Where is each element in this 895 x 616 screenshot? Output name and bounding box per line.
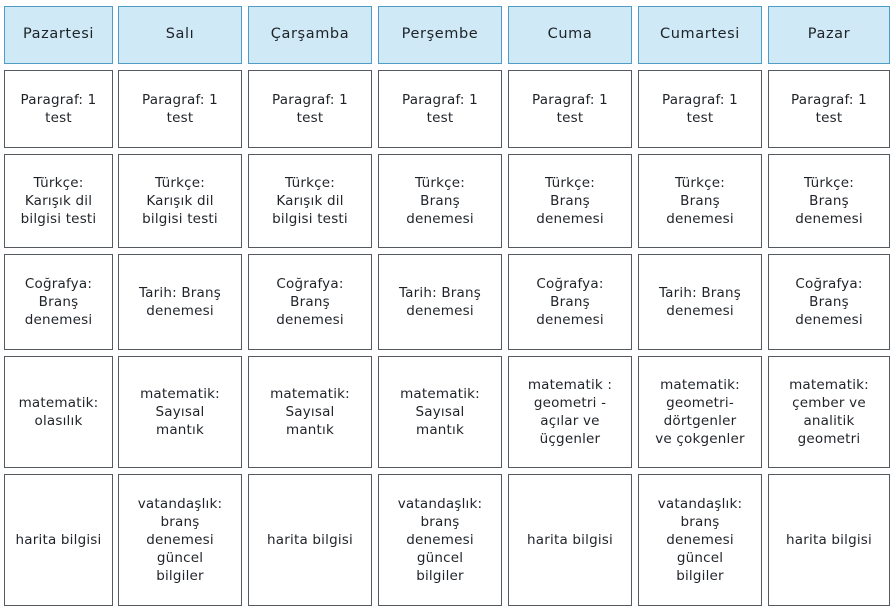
schedule-cell-thursday-5 <box>378 474 502 606</box>
task-text: Coğrafya: Branş denemesi <box>536 276 604 328</box>
day-header-saturday <box>638 6 762 64</box>
schedule-cell-friday-5 <box>508 474 632 606</box>
day-header-sunday <box>768 6 890 64</box>
task-text: harita bilgisi <box>786 532 872 548</box>
schedule-cell-thursday-3 <box>378 254 502 350</box>
task-text: Türkçe: Branş denemesi <box>666 175 734 227</box>
schedule-cell-sunday-2 <box>768 154 890 248</box>
day-label: Pazar <box>807 25 851 42</box>
schedule-cell-sunday-1 <box>768 70 890 148</box>
schedule-cell-wednesday-3 <box>248 254 372 350</box>
task-text: Türkçe: Branş denemesi <box>536 175 604 227</box>
day-header-monday <box>4 6 113 64</box>
task-text: Türkçe: Branş denemesi <box>406 175 474 227</box>
schedule-cell-thursday-2 <box>378 154 502 248</box>
task-text: Tarih: Branş denemesi <box>138 285 222 319</box>
task-text: matematik: Sayısal mantık <box>270 386 350 438</box>
day-header-thursday <box>378 6 502 64</box>
schedule-cell-sunday-5 <box>768 474 890 606</box>
day-label: Cumartesi <box>660 25 740 42</box>
schedule-cell-tuesday-1 <box>118 70 242 148</box>
schedule-cell-saturday-1 <box>638 70 762 148</box>
task-text: Coğrafya: Branş denemesi <box>24 276 93 328</box>
schedule-cell-saturday-3 <box>638 254 762 350</box>
task-text: matematik: olasılık <box>18 395 99 429</box>
task-text: harita bilgisi <box>527 532 613 548</box>
schedule-cell-friday-3 <box>508 254 632 350</box>
schedule-cell-tuesday-4 <box>118 356 242 468</box>
schedule-cell-saturday-4 <box>638 356 762 468</box>
task-text: Paragraf: 1 test <box>662 92 738 126</box>
task-text: Coğrafya: Branş denemesi <box>276 276 344 328</box>
schedule-cell-saturday-5 <box>638 474 762 606</box>
task-text: Tarih: Branş denemesi <box>658 285 742 319</box>
day-label: Perşembe <box>401 25 479 42</box>
schedule-cell-monday-2 <box>4 154 113 248</box>
schedule-cell-monday-4 <box>4 356 113 468</box>
schedule-cell-monday-3 <box>4 254 113 350</box>
schedule-cell-sunday-3 <box>768 254 890 350</box>
schedule-cell-friday-2 <box>508 154 632 248</box>
task-text: Coğrafya: Branş denemesi <box>795 276 863 328</box>
task-text: vatandaşlık: branş denemesi güncel bilgiler <box>657 496 743 584</box>
day-label: Cuma <box>547 25 593 42</box>
schedule-cell-tuesday-2 <box>118 154 242 248</box>
schedule-cell-thursday-4 <box>378 356 502 468</box>
task-text: vatandaşlık: branş denemesi güncel bilgiler <box>137 496 223 584</box>
day-header-friday <box>508 6 632 64</box>
task-text: vatandaşlık: branş denemesi güncel bilgiler <box>397 496 483 584</box>
task-text: matematik: Sayısal mantık <box>140 386 220 438</box>
day-header-tuesday <box>118 6 242 64</box>
task-text: Tarih: Branş denemesi <box>398 285 482 319</box>
task-text: harita bilgisi <box>15 532 102 548</box>
task-text: harita bilgisi <box>267 532 353 548</box>
task-text: matematik: çember ve analitik geometri <box>789 377 869 447</box>
schedule-cell-wednesday-4 <box>248 356 372 468</box>
day-label: Pazartesi <box>22 25 95 42</box>
task-text: Paragraf: 1 test <box>20 92 97 126</box>
schedule-cell-tuesday-3 <box>118 254 242 350</box>
schedule-cell-monday-5 <box>4 474 113 606</box>
task-text: Türkçe: Karışık dil bilgisi testi <box>20 175 97 227</box>
task-text: matematik : geometri - açılar ve üçgenler <box>527 377 613 447</box>
task-text: Paragraf: 1 test <box>272 92 348 126</box>
task-text: matematik: geometri- dörtgenler ve çokgenler <box>655 377 745 447</box>
schedule-cell-wednesday-2 <box>248 154 372 248</box>
schedule-cell-friday-4 <box>508 356 632 468</box>
schedule-cell-sunday-4 <box>768 356 890 468</box>
schedule-cell-wednesday-1 <box>248 70 372 148</box>
day-label: Çarşamba <box>270 25 350 42</box>
schedule-cell-monday-1 <box>4 70 113 148</box>
schedule-cell-tuesday-5 <box>118 474 242 606</box>
task-text: Türkçe: Karışık dil bilgisi testi <box>142 175 218 227</box>
task-text: Paragraf: 1 test <box>402 92 478 126</box>
day-label: Salı <box>165 25 195 42</box>
task-text: Paragraf: 1 test <box>791 92 867 126</box>
task-text: Türkçe: Branş denemesi <box>795 175 863 227</box>
schedule-cell-saturday-2 <box>638 154 762 248</box>
schedule-cell-wednesday-5 <box>248 474 372 606</box>
schedule-cell-thursday-1 <box>378 70 502 148</box>
schedule-cell-friday-1 <box>508 70 632 148</box>
task-text: Türkçe: Karışık dil bilgisi testi <box>272 175 348 227</box>
task-text: matematik: Sayısal mantık <box>400 386 480 438</box>
day-header-wednesday <box>248 6 372 64</box>
task-text: Paragraf: 1 test <box>532 92 608 126</box>
task-text: Paragraf: 1 test <box>142 92 218 126</box>
